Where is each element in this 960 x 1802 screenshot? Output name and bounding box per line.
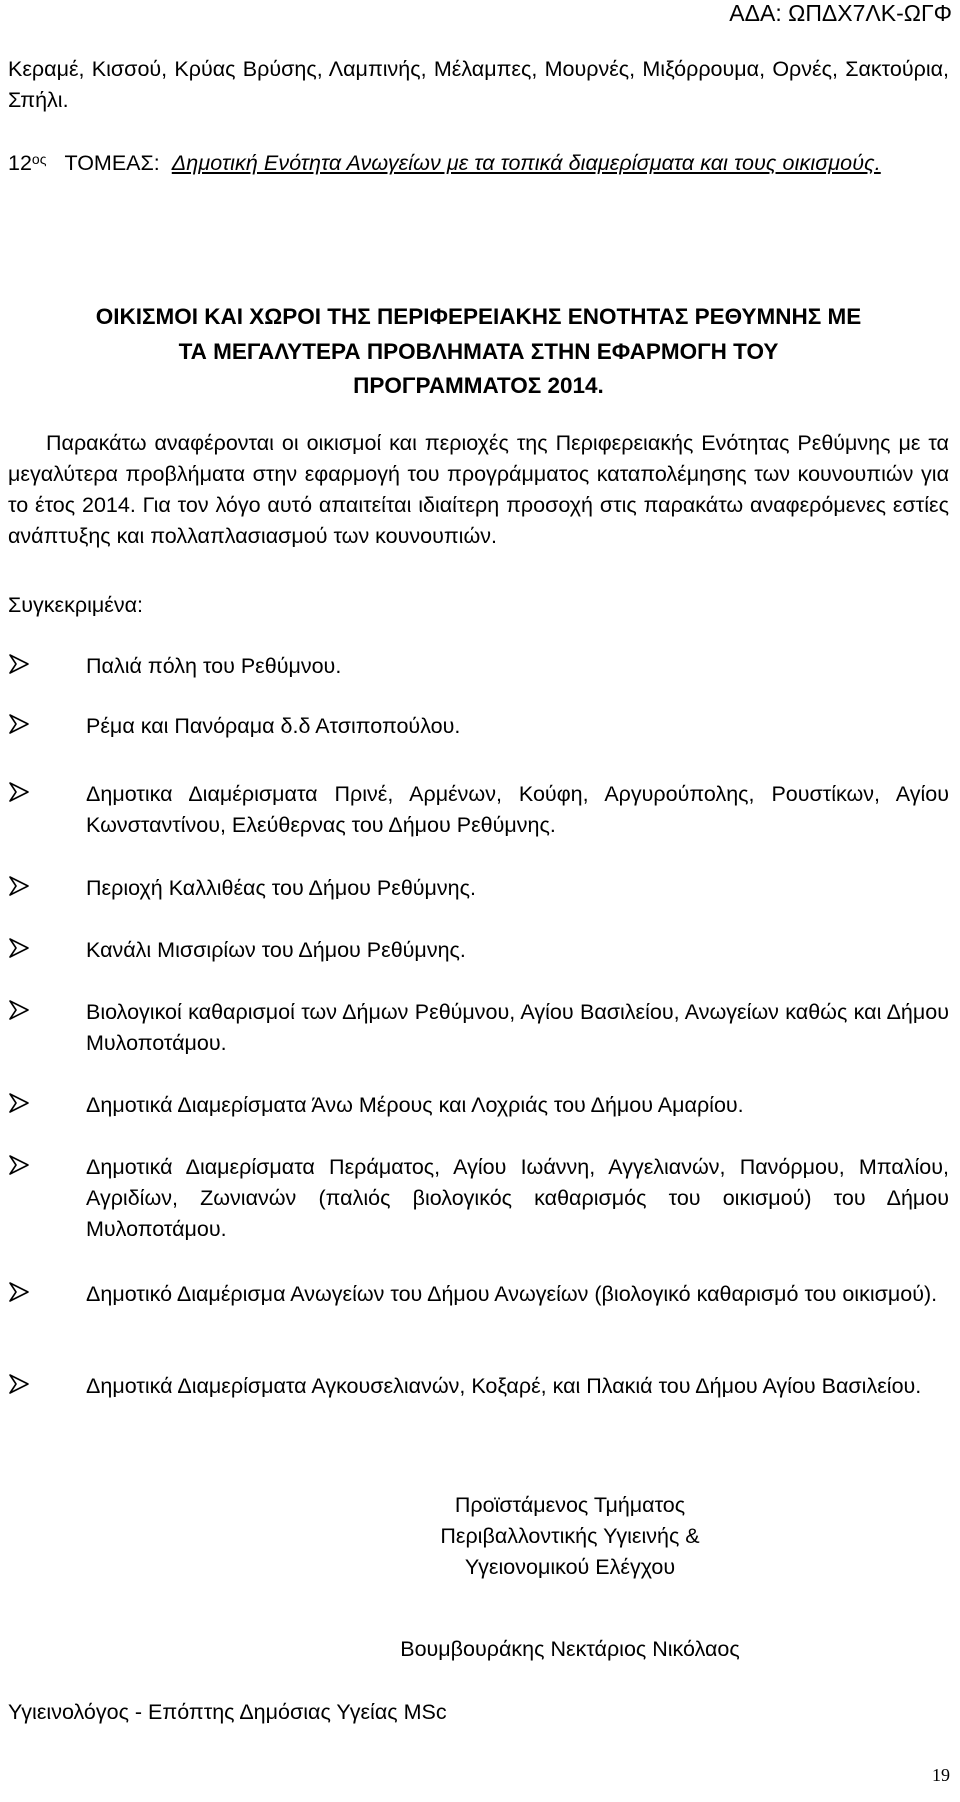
sector-label: ΤΟΜΕΑΣ: bbox=[64, 151, 160, 175]
signature-title-3: Υγειονομικού Ελέγχου bbox=[464, 1555, 676, 1579]
specifically-label: Συγκεκριμένα: bbox=[8, 593, 144, 617]
bullet-text: Δημοτικό Διαμέρισμα Ανωγείων του Δήμου Ανωγείων (βιολογικό καθαρισμό του οικισμού). bbox=[86, 1282, 938, 1306]
bullet-text: Παλιά πόλη του Ρεθύμνου. bbox=[86, 654, 342, 678]
sector-line bbox=[8, 148, 949, 179]
arrow-bullet-icon bbox=[8, 1092, 30, 1114]
bullet-text: Δημοτικα Διαμέρισματα Πρινέ, Αρμένων, Κούφη, Αργυρούπολης, Ρουστίκων, Αγίου Κωνσταντίνου, Ελεύθερνας του Δήμου Ρεθύμνης. bbox=[86, 782, 949, 837]
ada-code: ΑΔΑ: ΩΠΔΧ7ΛΚ-ΩΓΦ bbox=[729, 0, 952, 26]
arrow-bullet-icon bbox=[8, 713, 30, 735]
arrow-bullet-icon bbox=[8, 999, 30, 1021]
title-line-1: ΟΙΚΙΣΜΟΙ ΚΑΙ ΧΩΡΟΙ ΤΗΣ ΠΕΡΙΦΕΡΕΙΑΚΗΣ ΕΝΟΤΗΤΑΣ ΡΕΘΥΜΝΗΣ ΜΕ bbox=[95, 304, 862, 329]
bullet-text: Δημοτικά Διαμερίσματα Περάματος, Αγίου Ιωάννη, Αγγελιανών, Πανόρμου, Μπαλίου, Αγριδίων, Ζωνιανών (παλιός βιολογικός καθαρισμός του οικισμού) του Δήμου Μυλοποτάμου. bbox=[86, 1155, 949, 1241]
arrow-bullet-icon bbox=[8, 875, 30, 897]
signature-title-2: Περιβαλλοντικής Υγιεινής & bbox=[440, 1524, 700, 1548]
arrow-bullet-icon bbox=[8, 1154, 30, 1176]
body-paragraph: Παρακάτω αναφέρονται οι οικισμοί και περιοχές της Περιφερειακής Ενότητας Ρεθύμνης με τα μεγαλύτερα προβλήματα στην εφαρμογή του προγράμματος καταπολέμησης των κουνουπιών για το έτος 2014. Για τον λόγο αυτό απαιτείται ιδιαίτερη προσοχή στις παρακάτω αναφερόμενες εστίες ανάπτυξης και πολλαπλασιασμού των κουνουπιών. bbox=[8, 431, 949, 548]
bullet-text: Δημοτικά Διαμερίσματα Αγκουσελιανών, Κοξαρέ, και Πλακιά του Δήμου Αγίου Βασιλείου. bbox=[86, 1374, 922, 1398]
sector-text: Δημοτική Ενότητα Ανωγείων με τα τοπικά διαμερίσματα και τους οικισμούς. bbox=[171, 151, 881, 175]
footer-title: Υγιεινολόγος - Επόπτης Δημόσιας Υγείας MSc bbox=[8, 1700, 447, 1724]
bullet-text: Βιολογικοί καθαρισμοί των Δήμων Ρεθύμνου, Αγίου Βασιλείου, Ανωγείων καθώς και Δήμου Μυλοποτάμου. bbox=[86, 1000, 949, 1055]
page-number: 19 bbox=[932, 1765, 950, 1785]
sector-number: 12 bbox=[8, 151, 32, 175]
bullet-text: Περιοχή Καλλιθέας του Δήμου Ρεθύμνης. bbox=[86, 876, 476, 900]
arrow-bullet-icon bbox=[8, 781, 30, 803]
arrow-bullet-icon bbox=[8, 653, 30, 675]
title-line-2: ΤΑ ΜΕΓΑΛΥΤΕΡΑ ΠΡΟΒΛΗΜΑΤΑ ΣΤΗΝ ΕΦΑΡΜΟΓΗ ΤΟΥ bbox=[178, 339, 779, 364]
signature-title-1: Προϊστάμενος Τμήματος bbox=[454, 1493, 686, 1517]
bullet-text: Δημοτικά Διαμερίσματα Άνω Μέρους και Λοχριάς του Δήμου Αμαρίου. bbox=[86, 1093, 744, 1117]
signature-name: Βουμβουράκης Νεκτάριος Νικόλαος bbox=[400, 1637, 740, 1661]
bullet-text: Κανάλι Μισσιρίων του Δήμου Ρεθύμνης. bbox=[86, 938, 466, 962]
arrow-bullet-icon bbox=[8, 1281, 30, 1303]
sector-suffix: ος bbox=[31, 151, 47, 167]
arrow-bullet-icon bbox=[8, 1373, 30, 1395]
bullet-text: Ρέμα και Πανόραμα δ.δ Ατσιποπούλου. bbox=[86, 714, 461, 738]
arrow-bullet-icon bbox=[8, 937, 30, 959]
intro-line: Κεραμέ, Κισσού, Κρύας Βρύσης, Λαμπινής, Μέλαμπες, Μουρνές, Μιξόρρουμα, Ορνές, Σακτούρια, Σπήλι. bbox=[8, 57, 949, 112]
title-line-3: ΠΡΟΓΡΑΜΜΑΤΟΣ 2014. bbox=[353, 373, 604, 398]
